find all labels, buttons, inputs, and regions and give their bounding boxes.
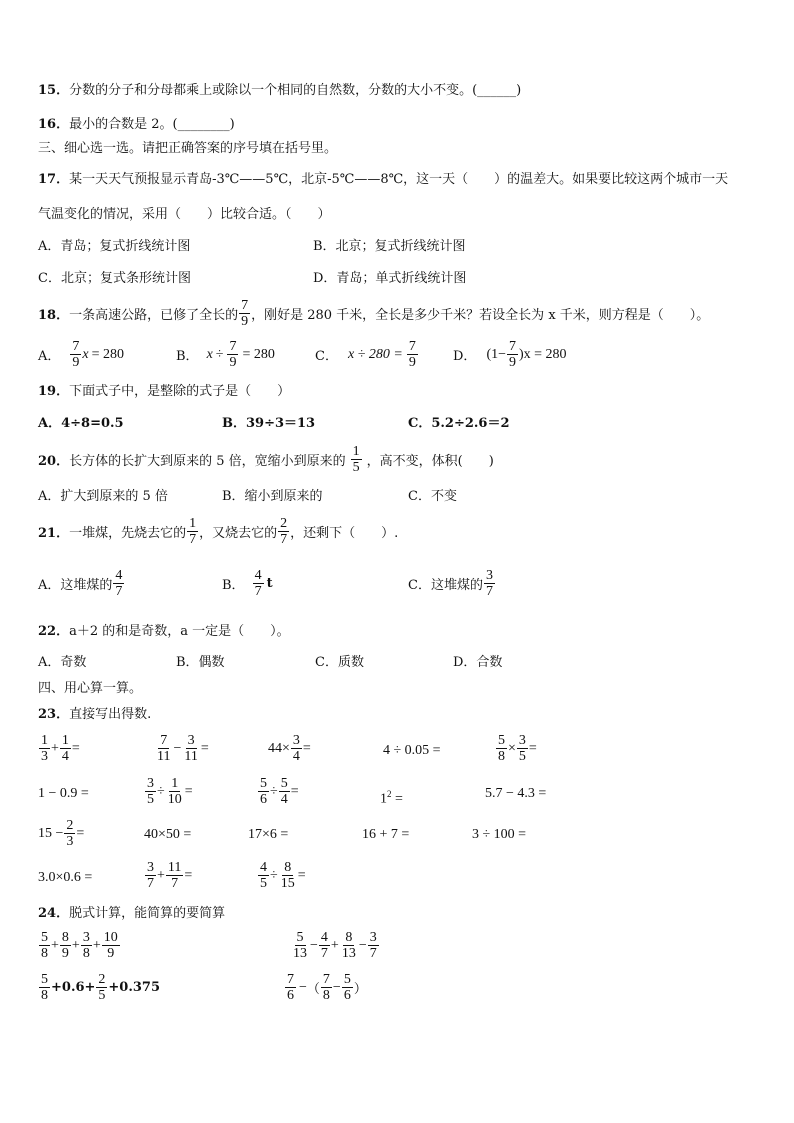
q18-option-b: B． x ÷ $\frac{7}{9}$ = 280 [176, 339, 275, 370]
calc-5-7-minus-4-3: 5.7 − 4.3 = [485, 786, 547, 801]
question-15 [38, 83, 521, 99]
section-3-heading: 三、细心选一选。请把正确答案的序号填在括号里。 [38, 141, 338, 156]
expr-24-4: 7 6 − （ 7 8 − $\frac{5}{6}$ ） [287, 972, 367, 1003]
calc-3-0-times-0-6: 3.0×0.6 = [38, 870, 93, 885]
q22-option-b: B．偶数 [176, 655, 225, 670]
calc-3-5-div-1-10: $\frac{3}{5}$ ÷ $\frac{1}{10}$ = [147, 776, 193, 807]
question-24: 24．脱式计算，能简算的要简算 [38, 906, 226, 921]
calc-40-times-50: 40×50 = [144, 827, 192, 842]
question-22: 22．a＋2 的和是奇数，a 一定是（ ）。 [38, 624, 290, 639]
q20-option-b: B．缩小到原来的 [222, 489, 323, 504]
calc-16-plus-7: 16 + 7 = [362, 827, 410, 842]
section-4-heading: 四、用心算一算。 [38, 681, 143, 696]
calc-15-minus-2-3: 15 − $\frac{2}{3}$ = [38, 818, 85, 849]
calc-4-5-div-8-15: $\frac{4}{5}$ ÷ $\frac{8}{15}$ = [260, 860, 306, 891]
q17-option-c: C．北京；复式条形统计图 [38, 271, 191, 286]
q20-fraction: 1 5 [352, 444, 360, 475]
q17-option-d: D．青岛；单式折线统计图 [313, 271, 467, 286]
question-18 [38, 298, 709, 329]
question-17-line2: 气温变化的情况，采用（ ）比较合适。（ ） [38, 207, 331, 222]
q19-option-a: A．4÷8=0.5 [38, 416, 124, 431]
q17-number: 17． [38, 172, 70, 187]
q20-option-c: C．不变 [408, 489, 457, 504]
question-23: 23．直接写出得数. [38, 707, 152, 722]
q22-option-d: D．合数 [453, 655, 503, 670]
q18-fraction: 7 9 [241, 298, 249, 329]
q17-option-a: A．青岛；复式折线统计图 [38, 239, 191, 254]
q21-option-a: A．这堆煤的 4 7 [38, 568, 123, 599]
q15-number: 15． [38, 83, 70, 98]
calc-17-times-6: 17×6 = [248, 827, 289, 842]
expr-24-3: 5 8 +0.6+ $\frac{2}{5}$ +0.375 [41, 972, 161, 1003]
expr-24-2: 5 13 − $\frac{4}{7}$ + $\frac{8}{13}$ − $\frac{3}{7}$ [293, 930, 377, 961]
q20-option-a: A．扩大到原来的 5 倍 [38, 489, 168, 504]
calc-44-times-3-4: 44× $\frac{3}{4}$ = [268, 733, 311, 764]
q16-text: 最小的合数是 2。(________) [69, 117, 235, 132]
calc-7-11-minus-3-11: 7 11 − $\frac{3}{11}$ = [157, 733, 209, 764]
question-19: 19．下面式子中，是整除的式子是（ ） [38, 384, 291, 399]
q22-option-a: A．奇数 [38, 655, 87, 670]
question-16 [38, 117, 235, 133]
question-21: 21． 一堆煤，先烧去它的 1 7 ，又烧去它的 2 7 ，还剩下（ ）. [38, 516, 399, 547]
q22-option-c: C．质数 [315, 655, 364, 670]
calc-3-7-plus-11-7: 3 7 + $\frac{11}{7}$ = [147, 860, 193, 891]
q19-option-b: B．39÷3＝13 [222, 416, 316, 431]
q16-number: 16． [38, 117, 70, 132]
q17-line1: 某一天天气预报显示青岛-3℃——5℃，北京-5℃——8℃，这一天（ ）的温差大。如果要比较这两个城市一天 [69, 172, 729, 187]
q21-option-b: B． 4 7 t [222, 568, 273, 599]
q18-option-d: D． (1− $\frac{7}{9}$ )x = 280 [453, 339, 567, 370]
question-20: 20． 长方体的长扩大到原来的 5 倍，宽缩小到原来的 1 5 ，高不变，体积( ) [38, 444, 494, 475]
expr-24-1: 5 8 + $\frac{8}{9}$ + $\frac{3}{8}$ + $\frac{10}{9}$ [41, 930, 118, 961]
q18-text-pre: 一条高速公路，已修了全长的 [69, 308, 239, 323]
calc-1-3-plus-1-4: 1 3 + $\frac{1}{4}$ = [41, 733, 80, 764]
q21-option-c: C．这堆煤的 3 7 [408, 568, 493, 599]
q15-text: 分数的分子和分母都乘上或除以一个相同的自然数，分数的大小不变。(______) [69, 83, 522, 98]
q18-number: 18． [38, 308, 70, 323]
question-17-line1 [38, 172, 728, 188]
q18-text-post: ，刚好是 280 千米，全长是多少千米？若设全长为 x 千米，则方程是（ ）。 [251, 308, 710, 323]
calc-5-6-div-5-4: $\frac{5}{6}$ ÷ $\frac{5}{4}$ = [260, 776, 299, 807]
q18-option-c: C． x ÷ 280 = $\frac{7}{9}$ [315, 339, 416, 370]
q19-number: 19． [38, 384, 70, 399]
calc-1-squared: $1^2$ = [380, 789, 403, 807]
q19-option-c: C．5.2÷2.6＝2 [408, 416, 510, 431]
q18-option-a: A． 7 9 x = 280 [38, 339, 125, 370]
q17-option-b: B．北京；复式折线统计图 [313, 239, 466, 254]
calc-1-minus-0-9: 1 − 0.9 = [38, 786, 89, 801]
calc-5-8-times-3-5: $\frac{5}{8}$ × $\frac{3}{5}$ = [498, 733, 537, 764]
calc-4-div-0-05: 4 ÷ 0.05 = [383, 743, 441, 758]
calc-3-div-100: 3 ÷ 100 = [472, 827, 527, 842]
